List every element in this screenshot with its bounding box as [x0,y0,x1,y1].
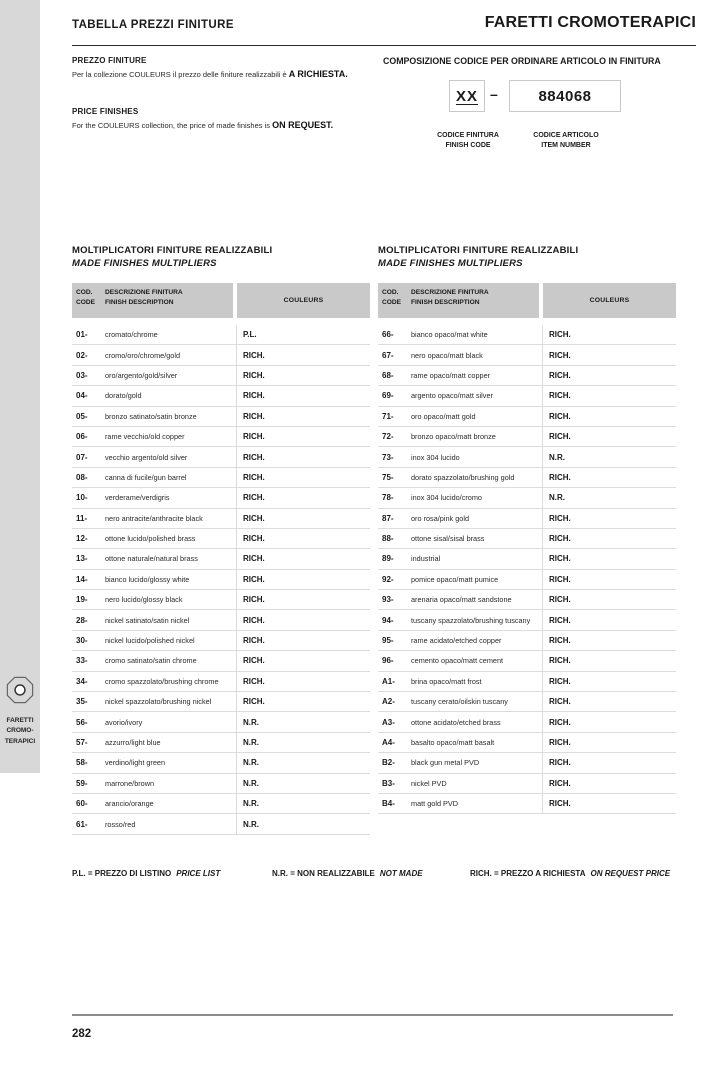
table-row [378,794,676,814]
finish-description: verdino/light green [105,758,166,768]
price-finishes-heading-it: PREZZO FINITURE [72,56,147,65]
couleurs-price-value: P.L. [243,330,257,340]
couleurs-price-value: RICH. [243,554,265,564]
product-family-title: FARETTI CROMOTERAPICI [484,14,696,31]
couleurs-price-value: RICH. [243,452,265,462]
legend-translation: ON REQUEST PRICE [590,869,671,878]
finish-description: inox 304 lucido [411,452,460,462]
couleurs-price-value: N.R. [243,738,259,747]
couleurs-price-value: RICH. [549,738,571,747]
table-title [378,245,578,270]
finish-code: 33- [76,656,88,666]
finish-code: 57- [76,738,88,747]
table-row [378,325,676,345]
legend-abbr: P.L. = PREZZO DI LISTINO [72,869,172,878]
sidebar-tab-label-line: FARETTI [6,717,34,724]
column-header-code [378,288,411,318]
finish-code: A1- [382,676,395,686]
finish-description: nero lucido/glossy black [105,595,183,605]
table-row [378,712,676,732]
couleurs-price-value: N.R. [243,717,259,727]
abbreviation-legend [72,869,696,883]
finish-code-label [418,131,518,151]
finish-description: cemento opaco/matt cement [411,656,504,666]
couleurs-price-value: N.R. [549,452,565,462]
on-request-emphasis-en: ON REQUEST. [272,120,334,130]
finish-description: marrone/brown [105,778,155,788]
table-rows [72,325,370,835]
couleurs-price-value: N.R. [243,778,259,788]
table-row [72,427,370,447]
legend-item-pl [72,869,220,878]
finish-code: B2- [382,758,395,768]
finish-code: 67- [382,350,394,360]
table-row [72,407,370,427]
price-finishes-body-en [72,120,382,130]
finish-code: A3- [382,717,395,727]
finish-code: 78- [382,493,394,503]
finish-description: cromo satinato/satin chrome [105,656,197,666]
finish-code-box [449,80,485,112]
finish-description: nickel PVD [411,778,447,788]
table-row [378,509,676,529]
finish-code: 19- [76,595,88,605]
sidebar-section-tab [0,0,40,773]
table-row [378,774,676,794]
table-row [72,549,370,569]
table-row [72,509,370,529]
table-row [72,651,370,671]
finish-code: 68- [382,370,394,380]
finish-description: vecchio argento/old silver [105,452,188,462]
column-header-description-en: FINISH DESCRIPTION [411,298,480,306]
column-header-code-en: CODE [76,298,96,306]
finish-description: black gun metal PVD [411,758,480,768]
finish-code-placeholder: XX [455,87,478,105]
finish-code: 05- [76,411,88,421]
footer-divider [72,1014,673,1016]
couleurs-price-value: RICH. [549,391,571,401]
column-header-description-en: FINISH DESCRIPTION [105,298,174,306]
couleurs-price-value: RICH. [549,697,571,707]
table-row [378,488,676,508]
finish-description: cromo/oro/chrome/gold [105,350,181,360]
table-row [72,590,370,610]
on-request-emphasis-it: A RICHIESTA. [288,69,348,79]
table-row [378,345,676,365]
couleurs-price-value: RICH. [243,697,265,707]
couleurs-price-value: RICH. [549,656,571,666]
table-row [72,570,370,590]
finish-code-label-en: FINISH CODE [445,142,491,150]
finish-code: 89- [382,554,394,564]
code-composition-heading: COMPOSIZIONE CODICE PER ORDINARE ARTICOLO IN FINITURA [383,56,661,66]
finish-code: 95- [382,636,394,646]
table-row [378,692,676,712]
couleurs-price-value: RICH. [243,493,265,503]
table-row [378,570,676,590]
finish-code: 07- [76,452,88,462]
finish-description: matt gold PVD [411,799,459,809]
finish-description: nero opaco/matt black [411,350,483,360]
table-row [72,672,370,692]
table-row [72,325,370,345]
finish-description: bronzo opaco/matt bronze [411,432,496,442]
couleurs-price-value: RICH. [243,391,265,401]
finish-description: oro/argento/gold/silver [105,370,178,380]
couleurs-price-value: RICH. [549,370,571,380]
couleurs-price-value: RICH. [549,350,571,360]
table-row [72,366,370,386]
couleurs-price-value: RICH. [243,513,265,523]
finish-description: oro opaco/matt gold [411,411,476,421]
finish-code: 12- [76,534,88,544]
table-row [378,549,676,569]
couleurs-price-value: RICH. [549,676,571,686]
finish-description: basalto opaco/matt basalt [411,738,495,747]
page-number: 282 [72,1028,92,1040]
finish-description: nickel lucido/polished nickel [105,636,195,646]
finish-code: 96- [382,656,394,666]
legend-item-rich [470,869,670,878]
table-row [72,386,370,406]
table-row [378,733,676,753]
couleurs-price-value: RICH. [549,758,571,768]
couleurs-price-value: RICH. [549,799,571,809]
finish-description: nero antracite/anthracite black [105,513,203,523]
finish-code: 72- [382,432,394,442]
finish-description: ottone naturale/natural brass [105,554,198,564]
finish-code: 14- [76,574,88,584]
finish-code: 03- [76,370,88,380]
price-finishes-heading-en: PRICE FINISHES [72,107,139,116]
finish-code: B4- [382,799,395,809]
table-title-it: MOLTIPLICATORI FINITURE REALIZZABILI [72,245,273,256]
table-header-code-desc [72,283,233,318]
column-header-code-it: COD. [382,289,399,296]
table-header [72,283,370,318]
finish-code: 04- [76,391,88,401]
table-row [378,468,676,488]
finish-code: 75- [382,472,394,482]
table-header-couleurs [237,283,370,318]
finish-code: 08- [76,472,88,482]
couleurs-price-value: RICH. [549,595,571,605]
finish-code: 88- [382,534,394,544]
column-header-code-it: COD. [76,289,93,296]
table-title-en: MADE FINISHES MULTIPLIERS [72,257,217,269]
table-row [378,386,676,406]
item-number-label-en: ITEM NUMBER [541,142,591,150]
couleurs-price-value: RICH. [243,432,265,442]
finish-code: 56- [76,717,88,727]
finish-description: oro rosa/pink gold [411,513,470,523]
finish-code: 60- [76,799,88,809]
finish-description: argento opaco/matt silver [411,391,493,401]
finish-description: tuscany spazzolato/brushing tuscany [411,615,531,625]
finish-description: avorio/ivory [105,717,143,727]
sidebar-tab-label-line: TERAPICI [4,737,36,745]
column-header-code-en: CODE [382,298,402,306]
finish-description: arenaria opaco/matt sandstone [411,595,512,605]
column-header-code [72,288,105,318]
table-row [378,366,676,386]
table-row [72,712,370,732]
table-row [378,672,676,692]
couleurs-price-value: RICH. [549,534,571,544]
finish-code: 93- [382,595,394,605]
finish-code: 87- [382,513,394,523]
finish-description: bronzo satinato/satin bronze [105,411,197,421]
price-finishes-text-en: For the COULEURS collection, the price of made finishes is [72,121,273,130]
table-row [72,610,370,630]
page-title: TABELLA PREZZI FINITURE [72,19,234,31]
finish-description: ottone sisal/sisal brass [411,534,485,544]
table-row [72,345,370,365]
table-header [378,283,676,318]
couleurs-price-value: RICH. [549,574,571,584]
couleurs-price-value: RICH. [243,574,265,584]
table-row [378,610,676,630]
column-header-description [105,288,183,318]
couleurs-price-value: RICH. [549,330,571,340]
finish-description: pomice opaco/matt pumice [411,574,499,584]
table-title-en: MADE FINISHES MULTIPLIERS [378,257,523,269]
sidebar-tab-label-line: CROMO- [6,727,34,735]
column-header-description-it: DESCRIZIONE FINITURA [105,289,183,296]
couleurs-price-value: RICH. [549,615,571,625]
table-row [378,447,676,467]
table-row [72,447,370,467]
finish-code: 34- [76,676,88,686]
finish-code: 30- [76,636,88,646]
table-row [72,774,370,794]
finish-description: tuscany cerato/oilskin tuscany [411,697,508,707]
finish-code: 73- [382,452,394,462]
table-header-code-desc [378,283,539,318]
legend-item-nr [272,869,423,878]
table-row [378,631,676,651]
couleurs-price-value: RICH. [243,595,265,605]
finish-code: 02- [76,350,88,360]
sidebar-tab-label [0,716,40,747]
price-finishes-text-it: Per la collezione COULEURS il prezzo delle finiture realizzabili è [72,70,289,79]
couleurs-price-value: RICH. [549,636,571,646]
finish-description: nickel spazzolato/brushing nickel [105,697,212,707]
table-row [378,590,676,610]
table-row [72,488,370,508]
couleurs-price-value: RICH. [243,350,265,360]
finish-description: rame vecchio/old copper [105,432,185,442]
finish-description: dorato/gold [105,391,142,401]
couleurs-price-value: RICH. [243,411,265,421]
finish-code: B3- [382,778,395,788]
code-separator: – [490,86,498,102]
finish-code: 35- [76,697,88,707]
table-row [72,753,370,773]
finish-description: ottone acidato/etched brass [411,717,501,727]
table-row [72,733,370,753]
couleurs-price-value: RICH. [549,432,571,442]
column-header-couleurs: COULEURS [589,297,630,304]
header-divider [72,45,696,46]
finish-code: 58- [76,758,88,768]
couleurs-price-value: RICH. [243,370,265,380]
finish-description: verderame/verdigris [105,493,170,503]
finish-code: 59- [76,778,88,788]
finish-description: arancio/orange [105,799,154,809]
table-header-couleurs [543,283,676,318]
finish-description: azzurro/light blue [105,738,161,747]
column-header-description-it: DESCRIZIONE FINITURA [411,289,489,296]
finish-code: 71- [382,411,394,421]
item-number-value: 884068 [538,87,592,105]
finish-code: 61- [76,819,88,829]
table-row [378,753,676,773]
finish-code: 01- [76,330,88,340]
finish-description: rame opaco/matt copper [411,370,491,380]
finish-description: rame acidato/etched copper [411,636,502,646]
finish-description: brina opaco/matt frost [411,676,482,686]
table-row [378,529,676,549]
finish-description: inox 304 lucido/cromo [411,493,482,503]
couleurs-price-value: RICH. [243,656,265,666]
finish-code: 10- [76,493,88,503]
couleurs-price-value: RICH. [549,513,571,523]
finish-description: canna di fucile/gun barrel [105,472,187,482]
finish-description: rosso/red [105,819,136,829]
finish-description: bianco lucido/glossy white [105,574,190,584]
table-row [72,814,370,834]
table-rows [378,325,676,814]
table-row [72,692,370,712]
finish-description: bianco opaco/mat white [411,330,488,340]
table-row [378,427,676,447]
couleurs-price-value: RICH. [549,554,571,564]
legend-translation: PRICE LIST [176,869,221,878]
couleurs-price-value: RICH. [243,676,265,686]
couleurs-price-value: RICH. [243,615,265,625]
finish-code: 66- [382,330,394,340]
couleurs-price-value: RICH. [243,472,265,482]
couleurs-price-value: RICH. [549,411,571,421]
couleurs-price-value: N.R. [549,493,565,503]
finish-code: 11- [76,513,88,523]
table-row [378,651,676,671]
table-row [72,631,370,651]
finish-code: 28- [76,615,88,625]
couleurs-price-value: RICH. [549,778,571,788]
couleurs-price-value: RICH. [549,472,571,482]
item-number-box [509,80,621,112]
finish-code: 92- [382,574,394,584]
couleurs-price-value: N.R. [243,819,259,829]
table-row [72,794,370,814]
couleurs-price-value: RICH. [243,636,265,646]
column-header-couleurs: COULEURS [283,297,324,304]
table-title [72,245,272,270]
finish-code: A2- [382,697,395,707]
table-row [72,468,370,488]
finish-code: A4- [382,738,395,747]
finish-description: dorato spazzolato/brushing gold [411,472,515,482]
couleurs-price-value: RICH. [243,534,265,544]
couleurs-price-value: N.R. [243,799,259,809]
price-finishes-body-it [72,69,382,79]
finish-description: nickel satinato/satin nickel [105,615,190,625]
finish-description: ottone lucido/polished brass [105,534,196,544]
finish-code: 13- [76,554,88,564]
legend-abbr: N.R. = NON REALIZZABILE [272,869,375,878]
legend-translation: NOT MADE [379,869,423,878]
finish-code-label-it: CODICE FINITURA [437,132,499,139]
item-number-label-it: CODICE ARTICOLO [533,132,599,139]
couleurs-price-value: N.R. [243,758,259,768]
finish-code: 94- [382,615,394,625]
table-row [72,529,370,549]
finish-code: 06- [76,432,88,442]
column-header-description [411,288,489,318]
finish-description: industrial [411,554,441,564]
table-row [378,407,676,427]
legend-abbr: RICH. = PREZZO A RICHIESTA [470,869,586,878]
octagon-circle-icon [6,676,34,704]
item-number-label [516,131,616,151]
finish-description: cromo spazzolato/brushing chrome [105,676,219,686]
table-title-it: MOLTIPLICATORI FINITURE REALIZZABILI [378,245,579,256]
finish-code: 69- [382,391,394,401]
couleurs-price-value: RICH. [549,717,571,727]
finish-description: cromato/chrome [105,330,158,340]
